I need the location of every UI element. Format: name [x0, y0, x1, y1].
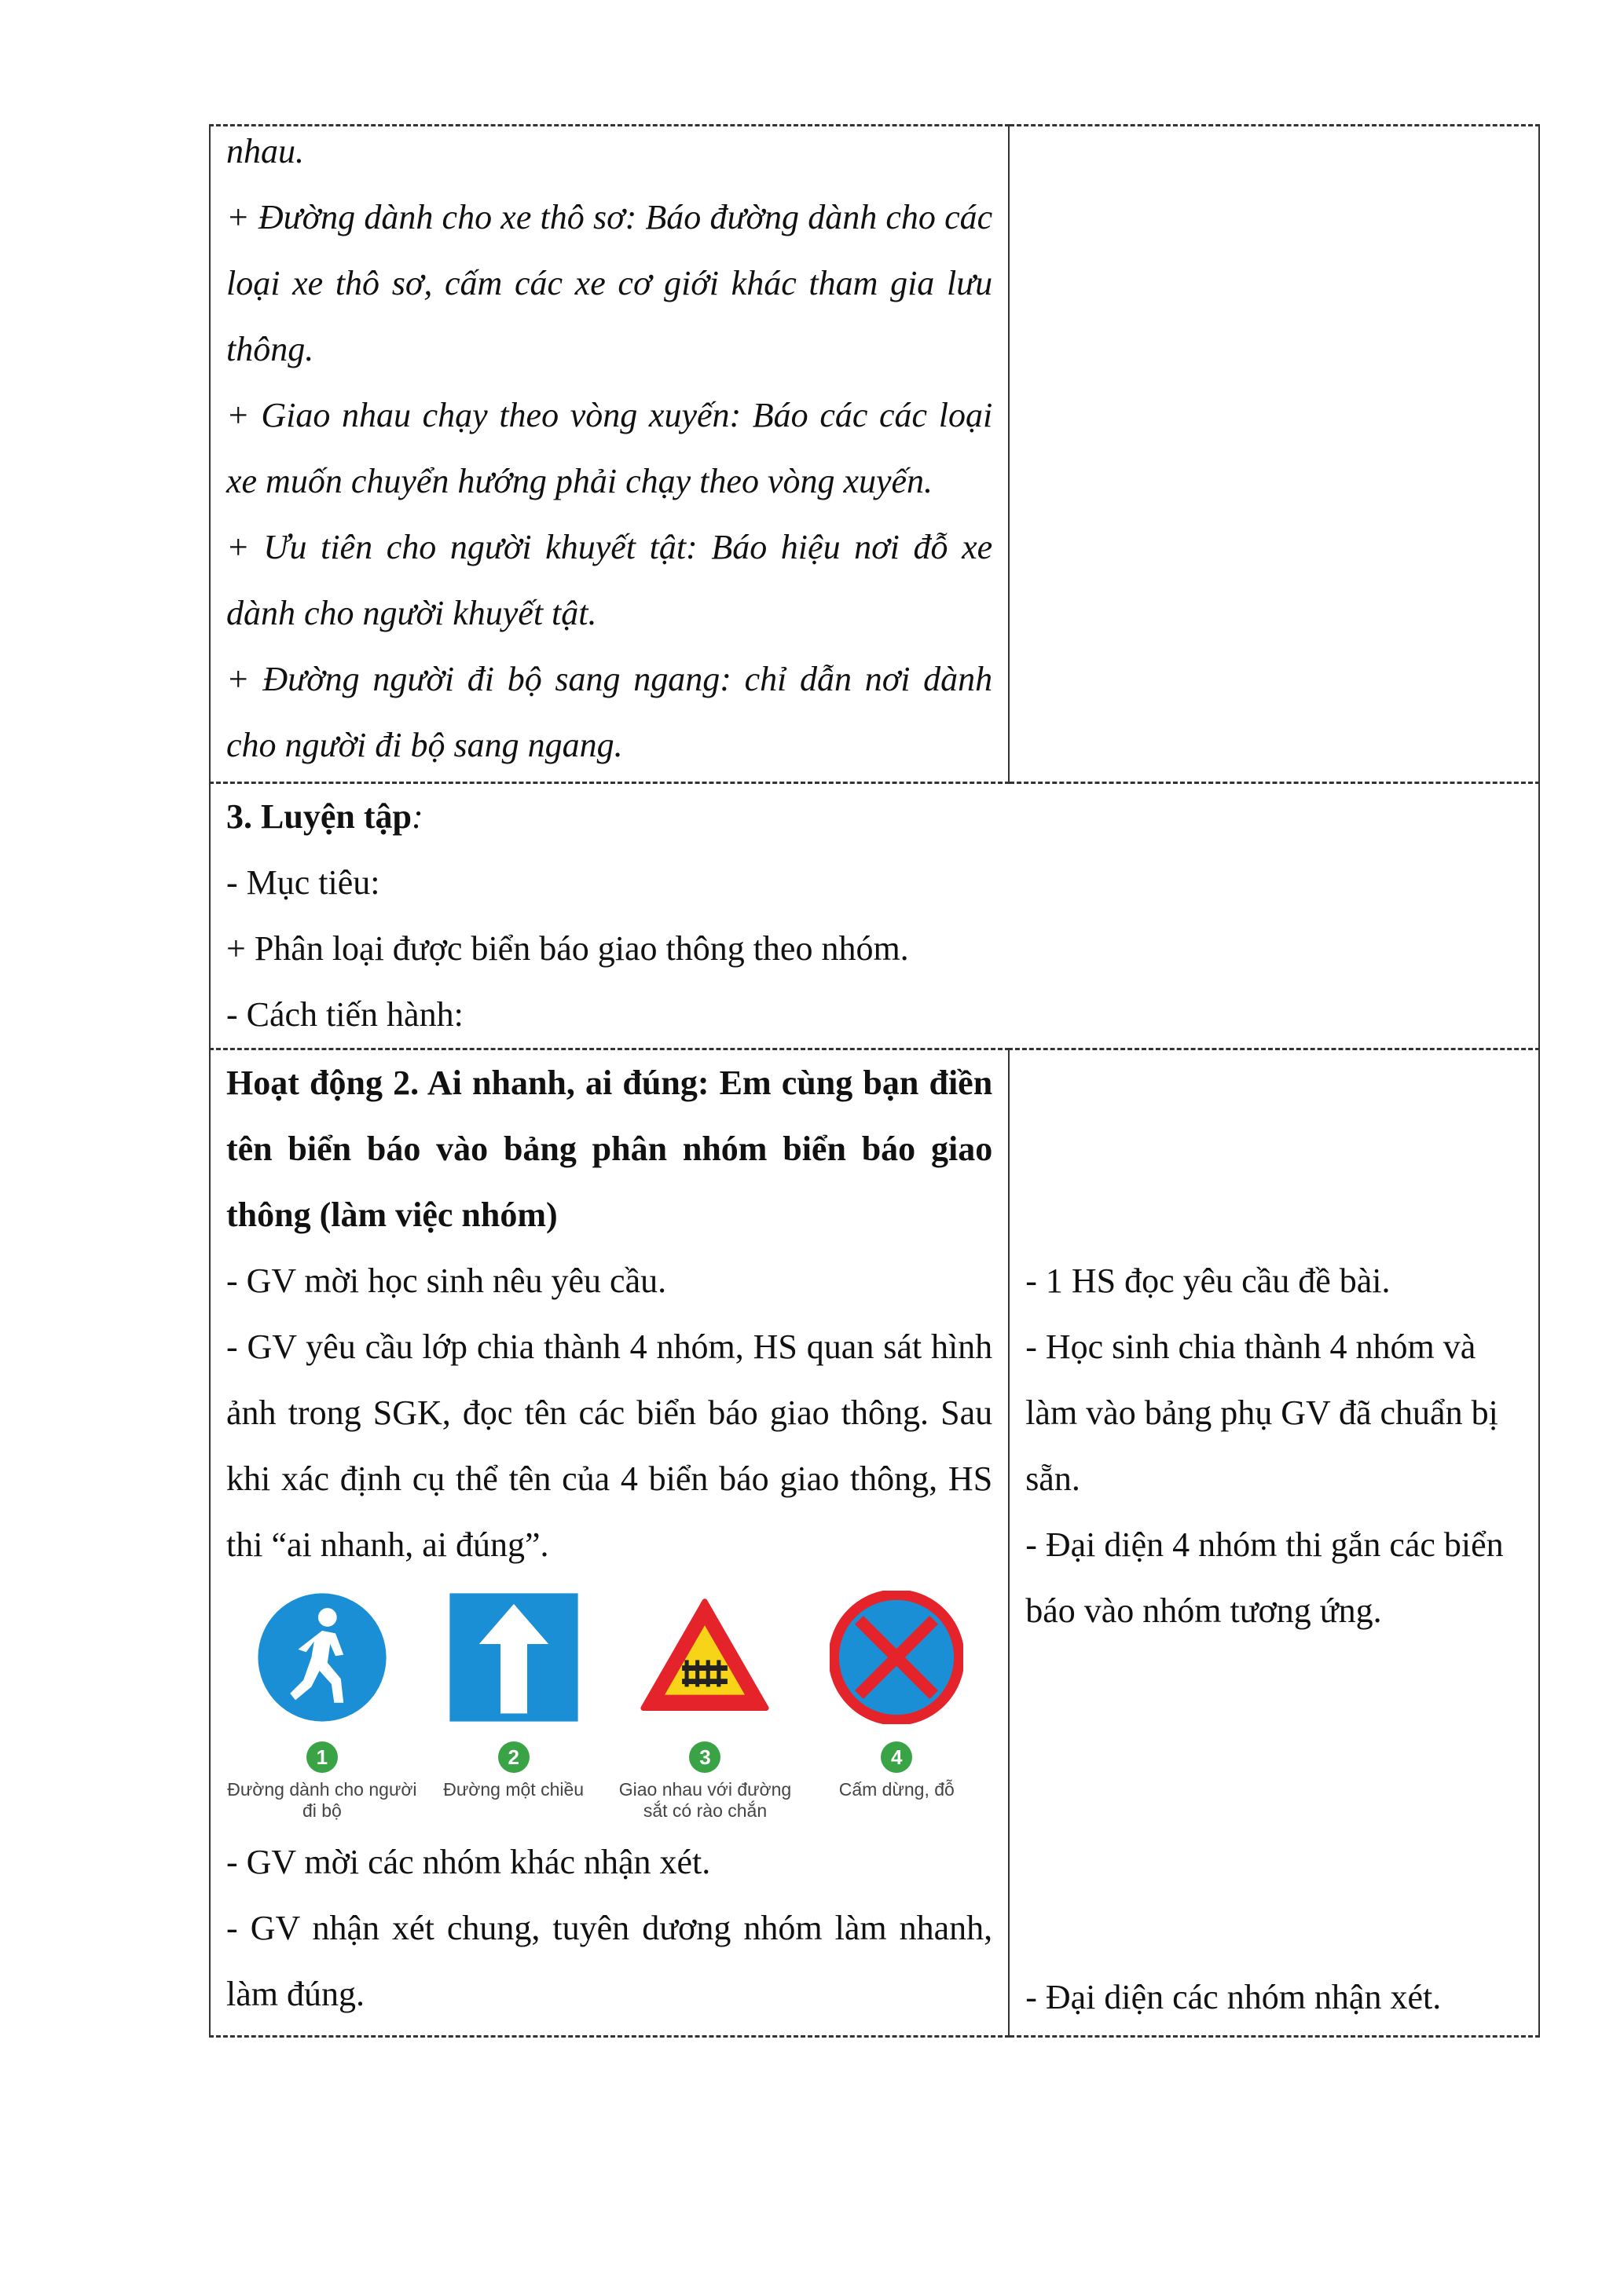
table-row — [210, 1049, 1539, 2037]
spacer — [1025, 1050, 1523, 1248]
paragraph: + Đường dành cho xe thô sơ: Báo đường dành cho các loại xe thô sơ, cấm các xe cơ giới khác tham gia lưu thông. — [226, 198, 993, 368]
paragraph: - GV mời học sinh nêu yêu cầu. — [226, 1262, 667, 1300]
paragraph: - Đại diện các nhóm nhận xét. — [1025, 1978, 1442, 2016]
section-heading-colon: : — [411, 797, 423, 836]
paragraph: - Cách tiến hành: — [226, 995, 464, 1034]
practice-cell — [210, 783, 1539, 1049]
teacher-cell — [210, 126, 1009, 783]
lesson-plan-page — [209, 124, 1540, 2038]
sign-caption: Giao nhau với đường sắt có rào chắn — [618, 1779, 792, 1821]
paragraph: + Phân loại được biển báo giao thông theo nhóm. — [226, 929, 909, 968]
railway-crossing-sign-icon — [638, 1591, 772, 1724]
lesson-table — [209, 124, 1540, 2038]
paragraph: + Đường người đi bộ sang ngang: chỉ dẫn nơi dành cho người đi bộ sang ngang. — [226, 660, 993, 764]
sign-item — [226, 1591, 418, 1822]
paragraph: - Đại diện 4 nhóm thi gắn các biển báo vào nhóm tương ứng. — [1025, 1525, 1504, 1630]
pedestrian-path-sign-icon — [255, 1591, 389, 1724]
paragraph: - GV yêu cầu lớp chia thành 4 nhóm, HS quan sát hình ảnh trong SGK, đọc tên các biển báo giao thông. Sau khi xác định cụ thể tên của 4 biển báo giao thông, HS thi “ai nhanh, ai đúng”. — [226, 1327, 993, 1564]
paragraph: + Ưu tiên cho người khuyết tật: Báo hiệu nơi đỗ xe dành cho người khuyết tật. — [226, 528, 993, 632]
section-heading-text: 3. Luyện tập — [226, 797, 412, 836]
section-heading — [226, 784, 1523, 850]
sign-number: 4 — [881, 1741, 912, 1773]
one-way-sign-icon — [447, 1591, 581, 1724]
sign-number: 2 — [498, 1741, 530, 1773]
sign-caption: Đường một chiều — [443, 1779, 585, 1800]
paragraph: - Học sinh chia thành 4 nhóm và làm vào bảng phụ GV đã chuẩn bị sẵn. — [1025, 1327, 1498, 1498]
sign-item — [610, 1591, 801, 1822]
sign-item — [801, 1591, 992, 1800]
sign-number: 1 — [306, 1741, 338, 1773]
paragraph: nhau. — [226, 132, 304, 170]
paragraph: - 1 HS đọc yêu cầu đề bài. — [1025, 1262, 1391, 1300]
table-row — [210, 783, 1539, 1049]
paragraph: - GV mời các nhóm khác nhận xét. — [226, 1843, 711, 1881]
activity-title: Hoạt động 2. Ai nhanh, ai đúng: Em cùng bạn điền tên biển báo vào bảng phân nhóm biển báo giao thông (làm việc nhóm) — [226, 1064, 993, 1234]
paragraph: + Giao nhau chạy theo vòng xuyến: Báo các các loại xe muốn chuyển hướng phải chạy theo vòng xuyến. — [226, 396, 993, 500]
paragraph: - GV nhận xét chung, tuyên dương nhóm làm nhanh, làm đúng. — [226, 1909, 993, 2013]
sign-number: 3 — [689, 1741, 720, 1773]
student-cell — [1009, 126, 1539, 783]
sign-caption: Đường dành cho người đi bộ — [227, 1779, 417, 1821]
sign-caption: Cấm dừng, đỗ — [838, 1779, 955, 1800]
teacher-cell — [210, 1049, 1009, 2037]
paragraph: - Mục tiêu: — [226, 863, 380, 902]
sign-item — [418, 1591, 610, 1800]
no-stopping-sign-icon — [830, 1591, 963, 1724]
table-row — [210, 126, 1539, 783]
traffic-signs-figure — [226, 1578, 992, 1829]
student-cell — [1009, 1049, 1539, 2037]
